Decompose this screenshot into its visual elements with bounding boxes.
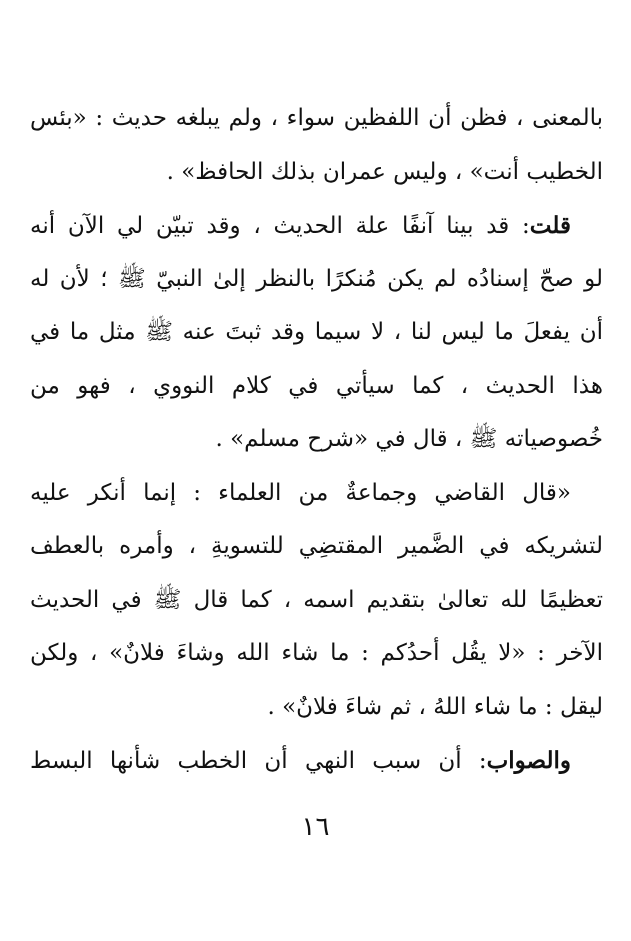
page-number: ١٦: [301, 812, 330, 842]
text-line: بالمعنى ، فظن أن اللفظين سواء ، ولم يبلغه حديث : «بئس: [30, 105, 603, 131]
text-line: ليقل : ما شاء اللهُ ، ثم شاءَ فلانٌ» .: [267, 693, 603, 720]
text-line: لتشريكه في الضَّمير المقتضِي للتسويةِ ، وأمره بالعطف: [30, 533, 603, 559]
text-line-body: : قد بينا آنفًا علة الحديث ، وقد تبيّن لي الآن أنه: [30, 213, 530, 239]
body-text: [30, 92, 603, 788]
text-line: الآخر : «لا يقُل أحدُكم : ما شاء الله وشاءَ فلانٌ» ، ولكن: [30, 640, 603, 666]
text-line: خُصوصياته ﷺ ، قال في «شرح مسلم» .: [215, 426, 603, 452]
text-line: «قال القاضي وجماعةٌ من العلماء : إنما أنكر عليه: [30, 479, 571, 506]
text-line: [30, 199, 603, 253]
text-line: الخطيب أنت» ، وليس عمران بذلك الحافظ» .: [166, 158, 603, 185]
text-line: [30, 734, 603, 788]
lead-word: قلت: [529, 212, 571, 239]
text-line: تعظيمًا لله تعالىٰ بتقديم اسمه ، كما قال ﷺ في الحديث: [30, 586, 603, 613]
text-line: أن يفعلَ ما ليس لنا ، لا سيما وقد ثبتَ عنه ﷺ مثل ما في: [30, 319, 603, 345]
lead-word: والصواب: [486, 747, 571, 774]
text-line: هذا الحديث ، كما سيأتي في كلام النووي ، فهو من: [30, 372, 603, 399]
text-line-body: : أن سبب النهي أن الخطب شأنها البسط: [30, 748, 487, 774]
text-line: لو صحّ إسنادُه لم يكن مُنكرًا بالنظر إلىٰ النبيّ ﷺ ؛ لأن له: [30, 265, 603, 292]
